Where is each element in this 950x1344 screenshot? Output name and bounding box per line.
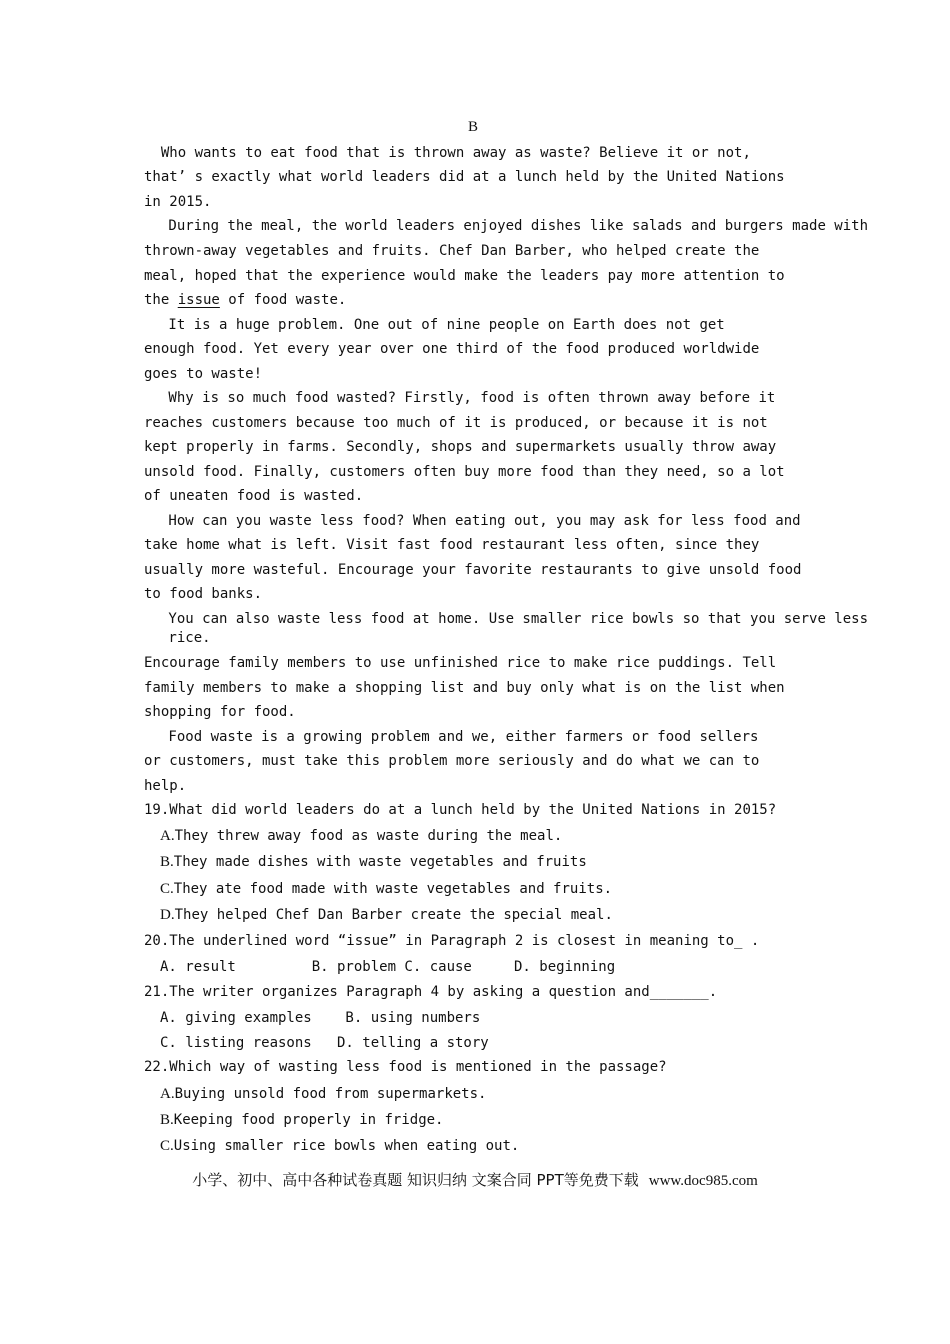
question-21-options: A. giving examples B. using numbers <box>160 1010 481 1026</box>
underlined-word-issue: issue <box>177 292 220 308</box>
option-text: Buying unsold food from supermarkets. <box>174 1086 487 1102</box>
passage-line: Encourage family members to use unfinished rice to make rice puddings. Tell <box>144 655 777 671</box>
passage-line: kept properly in farms. Secondly, shops and supermarkets usually throw away <box>144 439 777 455</box>
passage-line: Who wants to eat food that is thrown away as waste? Believe it or not, <box>144 145 751 161</box>
passage-line: unsold food. Finally, customers often buy more food than they need, so a lot <box>144 464 785 480</box>
passage-line: Food waste is a growing problem and we, either farmers or food sellers <box>160 729 759 745</box>
question-19-stem: 19.What did world leaders do at a lunch held by the United Nations in 2015? <box>144 802 777 818</box>
passage-line: enough food. Yet every year over one third of the food produced worldwide <box>144 341 760 357</box>
passage-line: that’ s exactly what world leaders did at a lunch held by the United Nations <box>144 169 785 185</box>
question-22-stem: 22.Which way of wasting less food is mentioned in the passage? <box>144 1059 667 1075</box>
text-segment: of food waste. <box>219 292 347 308</box>
option-letter: D. <box>160 907 175 923</box>
page-footer <box>0 1169 950 1190</box>
question-option <box>160 1086 486 1103</box>
section-label: B <box>468 119 479 135</box>
option-letter: A. <box>160 1086 175 1102</box>
passage-line: shopping for food. <box>144 704 296 720</box>
question-20-options: A. result B. problem C. cause D. beginning <box>160 959 616 975</box>
question-option <box>160 881 612 898</box>
question-option <box>160 907 613 924</box>
footer-url[interactable]: www.doc985.com <box>648 1173 758 1189</box>
question-option <box>160 1112 443 1129</box>
option-letter: B. <box>160 854 174 870</box>
passage-line: Why is so much food wasted? Firstly, food is often thrown away before it <box>160 390 776 406</box>
passage-line: goes to waste! <box>144 366 263 382</box>
question-option <box>160 828 562 845</box>
passage-line: How can you waste less food? When eating out, you may ask for less food and <box>160 513 801 529</box>
option-text: They made dishes with waste vegetables and fruits <box>173 854 587 870</box>
passage-line: It is a huge problem. One out of nine people on Earth does not get <box>160 317 725 333</box>
passage-line: rice. <box>160 630 211 646</box>
option-letter: C. <box>160 881 174 897</box>
passage-line: to food banks. <box>144 586 263 602</box>
option-letter: A. <box>160 828 175 844</box>
passage-line: reaches customers because too much of it is produced, or because it is not <box>144 415 768 431</box>
passage-line: family members to make a shopping list and buy only what is on the list when <box>144 680 785 696</box>
question-21-stem: 21.The writer organizes Paragraph 4 by asking a question and_______. <box>144 984 718 1000</box>
text-segment: the <box>144 292 178 308</box>
question-option <box>160 1138 519 1155</box>
passage-line: help. <box>144 778 187 794</box>
option-text: They threw away food as waste during the meal. <box>174 828 563 844</box>
footer-text: 小学、初中、高中各种试卷真题 知识归纳 文案合同 PPT等免费下载 <box>192 1171 639 1189</box>
passage-line: During the meal, the world leaders enjoyed dishes like salads and burgers made with <box>160 218 869 234</box>
option-text: Using smaller rice bowls when eating out. <box>173 1138 520 1154</box>
passage-line <box>144 292 346 308</box>
option-text: They ate food made with waste vegetables and fruits. <box>173 881 613 897</box>
passage-line: in 2015. <box>144 194 212 210</box>
passage-line: or customers, must take this problem more seriously and do what we can to <box>144 753 760 769</box>
option-text: Keeping food properly in fridge. <box>173 1112 444 1128</box>
passage-line: meal, hoped that the experience would make the leaders pay more attention to <box>144 268 785 284</box>
option-letter: C. <box>160 1138 174 1154</box>
option-text: They helped Chef Dan Barber create the special meal. <box>174 907 613 923</box>
passage-line: usually more wasteful. Encourage your favorite restaurants to give unsold food <box>144 562 802 578</box>
passage-line: thrown-away vegetables and fruits. Chef Dan Barber, who helped create the <box>144 243 760 259</box>
question-option <box>160 854 587 871</box>
passage-line: You can also waste less food at home. Use smaller rice bowls so that you serve less <box>160 611 869 627</box>
passage-line: of uneaten food is wasted. <box>144 488 364 504</box>
option-letter: B. <box>160 1112 174 1128</box>
question-21-options: C. listing reasons D. telling a story <box>160 1035 489 1051</box>
question-20-stem: 20.The underlined word “issue” in Paragraph 2 is closest in meaning to_ . <box>144 933 760 949</box>
passage-line: take home what is left. Visit fast food restaurant less often, since they <box>144 537 760 553</box>
